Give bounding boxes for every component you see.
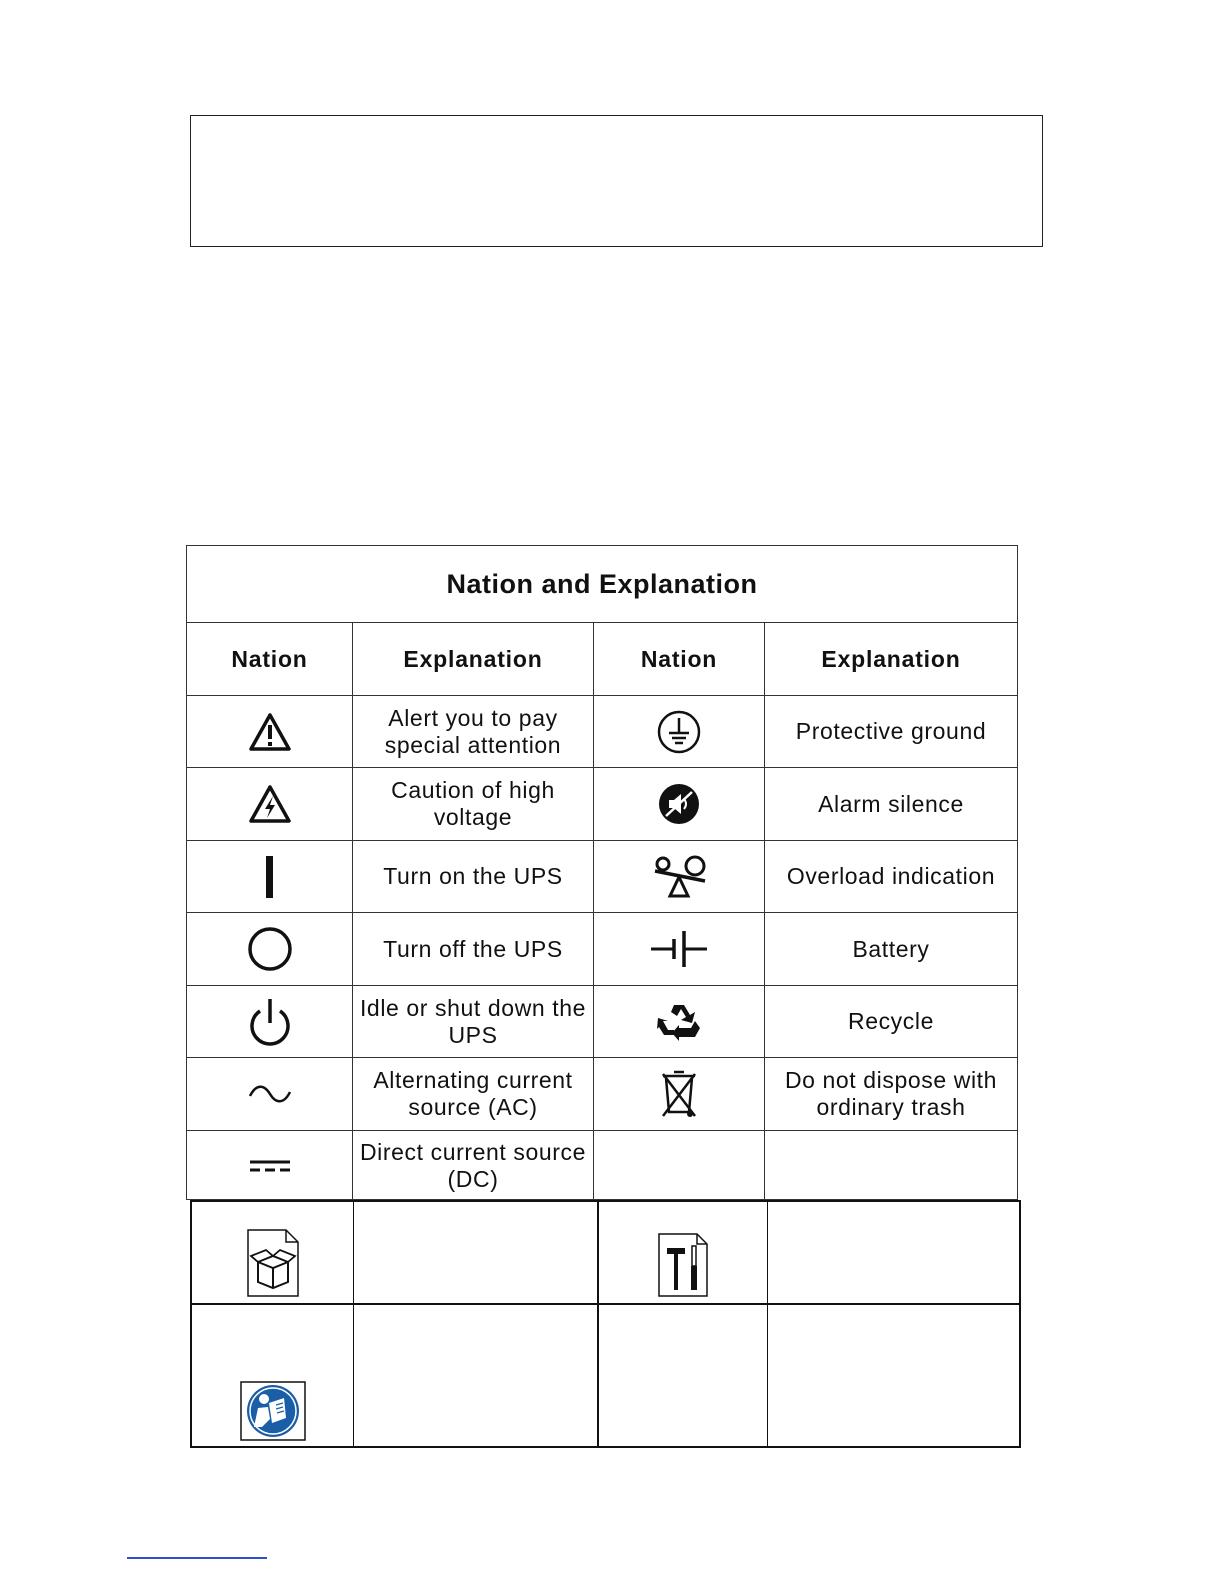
table-header-row [187,623,1017,696]
table-row [187,1131,1017,1201]
explanation-text: Battery [764,913,1017,985]
header-explanation-right: Explanation [764,623,1017,695]
table-cell [767,1202,1019,1303]
explanation-text: Do not dispose with ordinary trash [764,1058,1017,1130]
overload-icon [593,841,764,912]
explanation-text: Overload indication [764,841,1017,912]
table-cell [767,1305,1019,1446]
empty-cell [764,1131,1017,1201]
standby-icon [187,986,352,1057]
alarm-silence-icon [593,768,764,840]
no-trash-icon [593,1058,764,1130]
package-document-icon [246,1228,300,1298]
explanation-text: Direct current source (DC) [352,1131,593,1201]
table-cell [192,1305,353,1446]
explanation-text: Idle or shut down the UPS [352,986,593,1057]
ac-icon [187,1058,352,1130]
empty-cell [593,1131,764,1201]
notice-box [190,115,1043,247]
read-manual-icon [240,1381,306,1441]
explanation-text: Caution of high voltage [352,768,593,840]
table-cell [353,1202,597,1303]
recycle-icon [593,986,764,1057]
explanation-text: Turn off the UPS [352,913,593,985]
explanation-text: Alert you to pay special attention [352,696,593,767]
table-cell [192,1202,353,1303]
table-cell [597,1305,767,1446]
table-cell [597,1202,767,1303]
header-explanation-left: Explanation [352,623,593,695]
explanation-text: Alternating current source (AC) [352,1058,593,1130]
table-row [187,986,1017,1058]
header-nation-left: Nation [231,645,308,672]
table-row [192,1202,1019,1305]
table-row [192,1305,1019,1446]
symbol-table [186,545,1018,1200]
table-row [187,841,1017,913]
protective-ground-icon [593,696,764,767]
footer-link-underline[interactable] [127,1557,267,1559]
explanation-text: Protective ground [764,696,1017,767]
table-title: Nation and Explanation [187,546,1017,623]
table-row [187,696,1017,768]
table-row [187,1058,1017,1131]
explanation-text: Alarm silence [764,768,1017,840]
high-voltage-icon [187,768,352,840]
header-nation-right: Nation [593,623,764,695]
battery-icon [593,913,764,985]
explanation-text: Recycle [764,986,1017,1057]
explanation-text: Turn on the UPS [352,841,593,912]
tools-document-icon [657,1232,709,1298]
table-row [187,768,1017,841]
warning-exclamation-icon [187,696,352,767]
lower-symbol-table [190,1200,1021,1448]
dc-icon [187,1131,352,1201]
power-off-icon [187,913,352,985]
table-cell [353,1305,597,1446]
power-on-icon [187,841,352,912]
table-row [187,913,1017,986]
